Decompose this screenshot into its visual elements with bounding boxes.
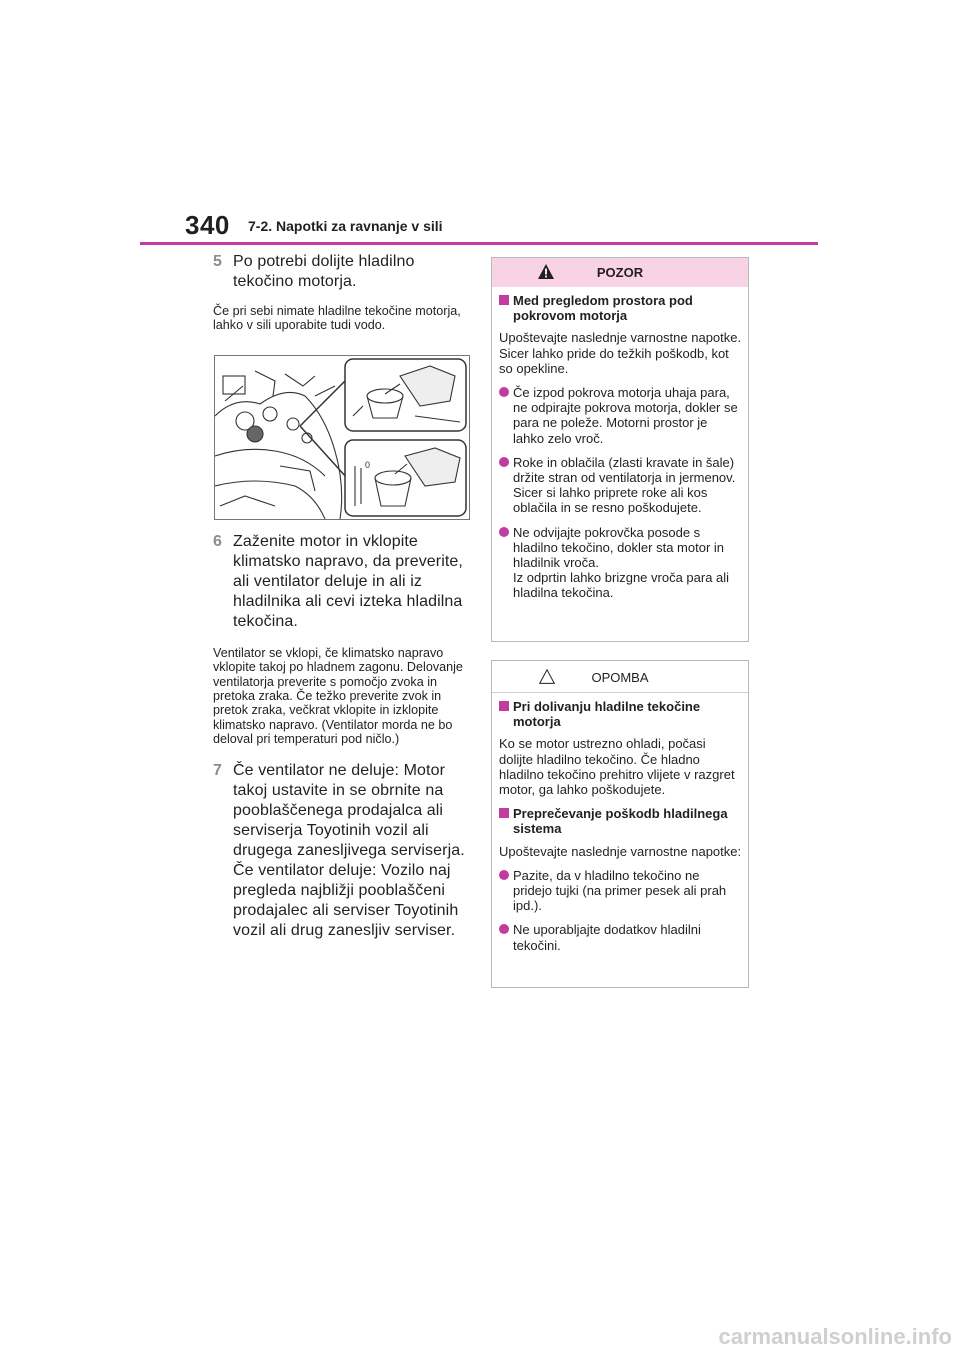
header-rule: [140, 242, 818, 245]
round-bullet-icon: [499, 387, 509, 397]
step-number: 6: [213, 532, 222, 550]
list-item: Če izpod pokrova motorja uhaja para, ne odpirajte pokrova motorja, dokler se para ne poleže. Motorni prostor je lahko zelo vroč.: [499, 385, 742, 446]
square-bullet-icon: [499, 701, 509, 711]
notice-header: [492, 661, 748, 693]
notice-box: [491, 660, 749, 988]
svg-text:0: 0: [365, 459, 371, 470]
step-text: Po potrebi dolijte hladilno tekočino motorja.: [233, 253, 415, 290]
round-bullet-icon: [499, 924, 509, 934]
watermark-url: carmanualsonline.info: [718, 1324, 952, 1349]
round-bullet-icon: [499, 457, 509, 467]
square-bullet-icon: [499, 808, 509, 818]
notice-paragraph: Upoštevajte naslednje varnostne napotke:: [499, 843, 742, 859]
list-item: Ne uporabljajte dodatkov hladilni tekočini.: [499, 922, 742, 952]
notice-paragraph: Ko se motor ustrezno ohladi, počasi dolijte hladilno tekočino. Če hladno hladilno tekočino prehitro vlijete v razgret motor, ga lahko poškodujete.: [499, 736, 735, 798]
warning-heading: Med pregledom prostora pod pokrovom motorja: [499, 293, 742, 323]
step-5: [213, 252, 471, 292]
round-bullet-icon: [499, 870, 509, 880]
warning-header: [492, 258, 748, 287]
step-7: [213, 761, 471, 941]
warning-title: POZOR: [596, 265, 644, 280]
page-number: 340: [185, 210, 230, 240]
section-title: 7-2. Napotki za ravnanje v sili: [248, 218, 443, 234]
step-note: Ventilator se vklopi, če klimatsko napravo vklopite takoj po hladnem zagonu. Delovanje ventilatorja preverite s pomočjo zvoka in pretoka zraka. Če težko preverite zvok in pretok zraka, večkrat vklopite in izklopite klimatsko napravo. (Ventilator morda ne bo deloval pri temperaturi pod ničlo.): [213, 645, 463, 747]
step-note: Če pri sebi nimate hladilne tekočine motorja, lahko v sili uporabite tudi vodo.: [213, 304, 461, 333]
list-item: Pazite, da v hladilno tekočino ne pridejo tujki (na primer pesek ali prah ipd.).: [499, 868, 742, 914]
step-text: Zaženite motor in vklopite klimatsko napravo, da preverite, ali ventilator deluje in ali iz hladilnika ali cevi izteka hladilna tekočina.: [233, 532, 463, 630]
warning-intro: Upoštevajte naslednje varnostne napotke. Sicer lahko pride do težkih poškodb, kot so opekline.: [499, 330, 742, 376]
step-number: 5: [213, 253, 222, 270]
warning-box: [491, 257, 749, 642]
instructions-column: [213, 252, 471, 941]
step-text: Če ventilator ne deluje: Motor takoj ustavite in se obrnite na pooblaščenega prodajalca ali serviserja Toyotinih vozil ali drugega zanesljivega serviserja. Če ventilator deluje: Vozilo naj pregleda najbližji pooblaščeni prodajalec ali serviser Toyotinih vozil ali drug zanesljiv serviser.: [233, 761, 465, 939]
square-bullet-icon: [499, 295, 509, 305]
step-number: 7: [213, 761, 222, 779]
list-item: Ne odvijajte pokrovčka posode s hladilno tekočino, dokler sta motor in hladilnik vroča. Iz odprtin lahko brizgne vroča para ali hladilna tekočina.: [499, 525, 742, 601]
notice-heading: Preprečevanje poškodb hladilnega sistema: [499, 806, 742, 836]
notice-title: OPOMBA: [591, 670, 649, 685]
round-bullet-icon: [499, 527, 509, 537]
list-item: Roke in oblačila (zlasti kravate in šale) držite stran od ventilatorja in jermenov. Sicer si lahko priprete roke ali kos oblačila in se resno poškodujete.: [499, 455, 742, 516]
coolant-refill-illustration: [214, 355, 470, 520]
step-6: [213, 532, 471, 632]
notice-heading: Pri dolivanju hladilne tekočine motorja: [499, 699, 742, 729]
